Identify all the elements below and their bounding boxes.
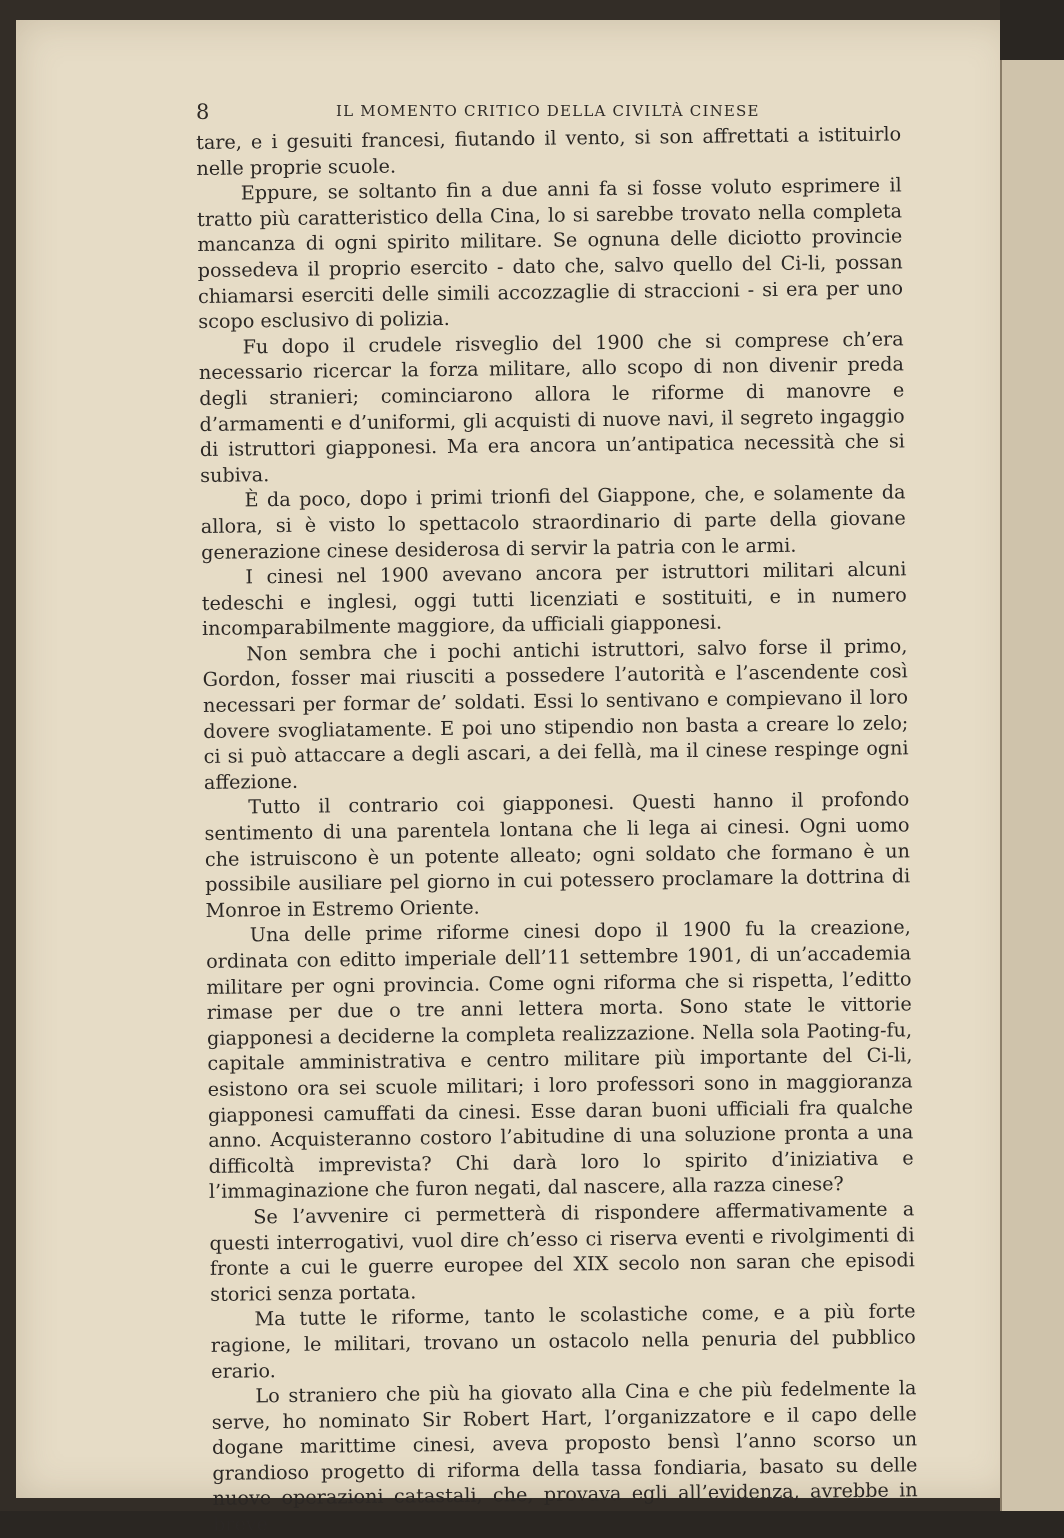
paragraph: Non sembra che i pochi antichi istruttori, salvo forse il primo, Gordon, fosser mai riusciti a possedere l’autorità e l’ascendente così necessari per formar de’ soldati. Essi lo sentivano e compievano il loro dovere svogliatamente. E poi uno stipendio non basta a creare lo zelo; ci si può attaccare a degli ascari, a dei fellà, ma il cinese respinge ogni affezione.: [202, 634, 909, 794]
paragraph: tare, e i gesuiti francesi, fiutando il vento, si son affrettati a istituirlo nelle proprie scuole.: [196, 122, 902, 180]
paragraph: Lo straniero che più ha giovato alla Cina e che più fedelmente la serve, ho nominato Sir Robert Hart, l’organizzatore e il capo delle dogane marittime cinesi, aveva proposto bensì l’anno scorso un grandioso progetto di riforma della tassa fondiaria, basato su delle nuove operazioni catastali, che, provava egli all’evidenza, avrebbe in breve: [211, 1376, 918, 1536]
paragraph: I cinesi nel 1900 avevano ancora per istruttori militari alcuni tedeschi e inglesi, oggi tutti licenziati e sostituiti, e in numero incomparabilmente maggiore, da ufficiali giapponesi.: [201, 557, 907, 641]
paragraph: Ma tutte le riforme, tanto le scolastiche come, e a più forte ragione, le militari, trovano un ostacolo nella penuria del pubblico erario.: [210, 1299, 916, 1383]
body-text: [196, 121, 918, 1537]
paragraph: Se l’avvenire ci permetterà di rispondere affermativamente a questi interrogativi, vuol dire ch’esso ci riserva eventi e rivolgimenti di fronte a cui le guerre europee del XIX secolo non saran che episodi storici senza portata.: [209, 1197, 915, 1306]
paragraph: Una delle prime riforme cinesi dopo il 1900 fu la creazione, ordinata con editto imperiale dell’11 settembre 1901, di un’accademia militare per ogni provincia. Come ogni riforma che si rispetta, l’editto rimase per due o tre anni lettera morta. Sono state le vittorie giapponesi a deciderne la completa realizzazione. Nella sola Paoting-fu, capitale amministrativa e centro militare più importante del Ci-li, esistono ora sei scuole militari; i loro professori sono in maggioranza giapponesi camuffati da cinesi. Esse daran buoni ufficiali fra qualche anno. Acquisteranno costoro l’abitudine di una soluzione pronta a una difficoltà imprevista? Chi darà loro lo spirito d’iniziativa e l’immaginazione che furon negati, dal nascere, alla razza cinese?: [206, 915, 914, 1204]
paragraph: È da poco, dopo i primi trionfi del Giappone, che, e solamente da allora, si è visto lo spettacolo straordinario di parte della giovane generazione cinese desiderosa di servir la patria con le armi.: [200, 480, 906, 564]
paragraph: Eppure, se soltanto fin a due anni fa si fosse voluto esprimere il tratto più caratteristico della Cina, lo si sarebbe trovato nella completa mancanza di ogni spirito militare. Se ognuna delle diciotto provincie possedeva il proprio esercito - dato che, salvo quello del Ci-li, possan chiamarsi eserciti delle simili accozzaglie di straccioni - si era per uno scopo esclusivo di polizia.: [196, 173, 904, 334]
page-number: 8: [196, 100, 210, 124]
running-title: IL MOMENTO CRITICO DELLA CIVILTÀ CINESE: [336, 102, 760, 120]
next-page-edge: [1000, 0, 1064, 1511]
scan-corner: [1000, 0, 1064, 60]
paragraph: Tutto il contrario coi giapponesi. Questi hanno il profondo sentimento di una parentela lontana che li lega ai cinesi. Ogni uomo che istruiscono è un potente alleato; ogni soldato che formano è un possibile ausiliare pel giorno in cui potessero proclamare la dottrina di Monroe in Estremo Oriente.: [204, 787, 911, 922]
paragraph: Fu dopo il crudele risveglio del 1900 che si comprese ch’era necessario ricercar la forza militare, allo scopo di non divenir preda degli stranieri; cominciarono allora le riforme di manovre e d’armamenti e d’uniformi, gli acquisti di nuove navi, il segreto ingaggio di istruttori giapponesi. Ma era ancora un’antipatica necessità che si subiva.: [198, 327, 905, 487]
